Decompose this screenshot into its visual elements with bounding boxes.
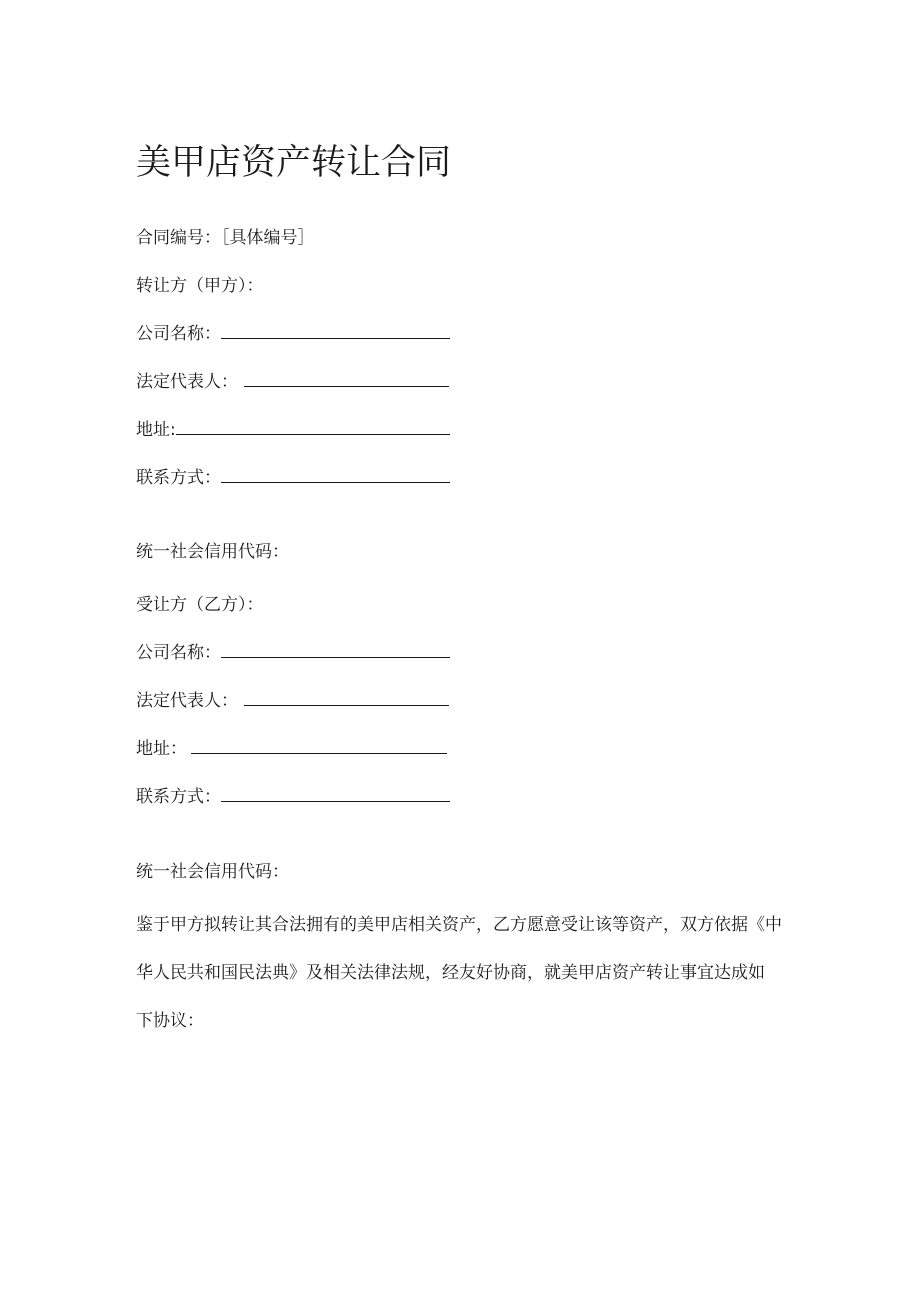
preamble-line-1: 鉴于甲方拟转让其合法拥有的美甲店相关资产，乙方愿意受让该等资产，双方依据《中 (136, 915, 782, 935)
party-b-legal-rep-blank[interactable] (244, 689, 449, 706)
party-b-contact-label: 联系方式： (136, 787, 221, 807)
preamble-line-3: 下协议： (136, 1011, 204, 1031)
party-a-legal-rep-label: 法定代表人： (136, 372, 238, 392)
party-a-address-blank[interactable] (176, 418, 450, 435)
party-a-credit-code: 统一社会信用代码： (136, 542, 289, 562)
party-b-legal-rep-label: 法定代表人： (136, 691, 238, 711)
party-a-company-label: 公司名称： (136, 324, 221, 344)
party-b-contact-row (136, 785, 450, 809)
party-a-legal-rep-row (136, 370, 449, 394)
party-a-heading: 转让方（甲方）： (136, 276, 264, 296)
party-a-contact-row (136, 466, 450, 490)
party-a-company-row (136, 322, 450, 346)
party-b-company-blank[interactable] (221, 641, 450, 658)
party-b-contact-blank[interactable] (221, 785, 450, 802)
party-a-contact-blank[interactable] (221, 466, 450, 483)
party-b-legal-rep-row (136, 689, 449, 713)
party-a-address-label: 地址: (136, 420, 176, 440)
party-b-credit-code: 统一社会信用代码： (136, 862, 289, 882)
party-b-address-label: 地址： (136, 739, 187, 759)
document-title: 美甲店资产转让合同 (136, 143, 452, 183)
contract-number: 合同编号：［具体编号］ (136, 228, 315, 248)
party-b-address-row (136, 737, 447, 761)
party-b-company-row (136, 641, 450, 665)
party-a-legal-rep-blank[interactable] (244, 370, 449, 387)
party-b-address-blank[interactable] (191, 737, 447, 754)
preamble-line-2: 华人民共和国民法典》及相关法律法规，经友好协商，就美甲店资产转让事宜达成如 (136, 963, 765, 983)
party-b-company-label: 公司名称： (136, 643, 221, 663)
party-a-company-blank[interactable] (221, 322, 450, 339)
party-a-contact-label: 联系方式： (136, 468, 221, 488)
party-b-heading: 受让方（乙方）： (136, 595, 264, 615)
party-a-address-row (136, 418, 450, 442)
